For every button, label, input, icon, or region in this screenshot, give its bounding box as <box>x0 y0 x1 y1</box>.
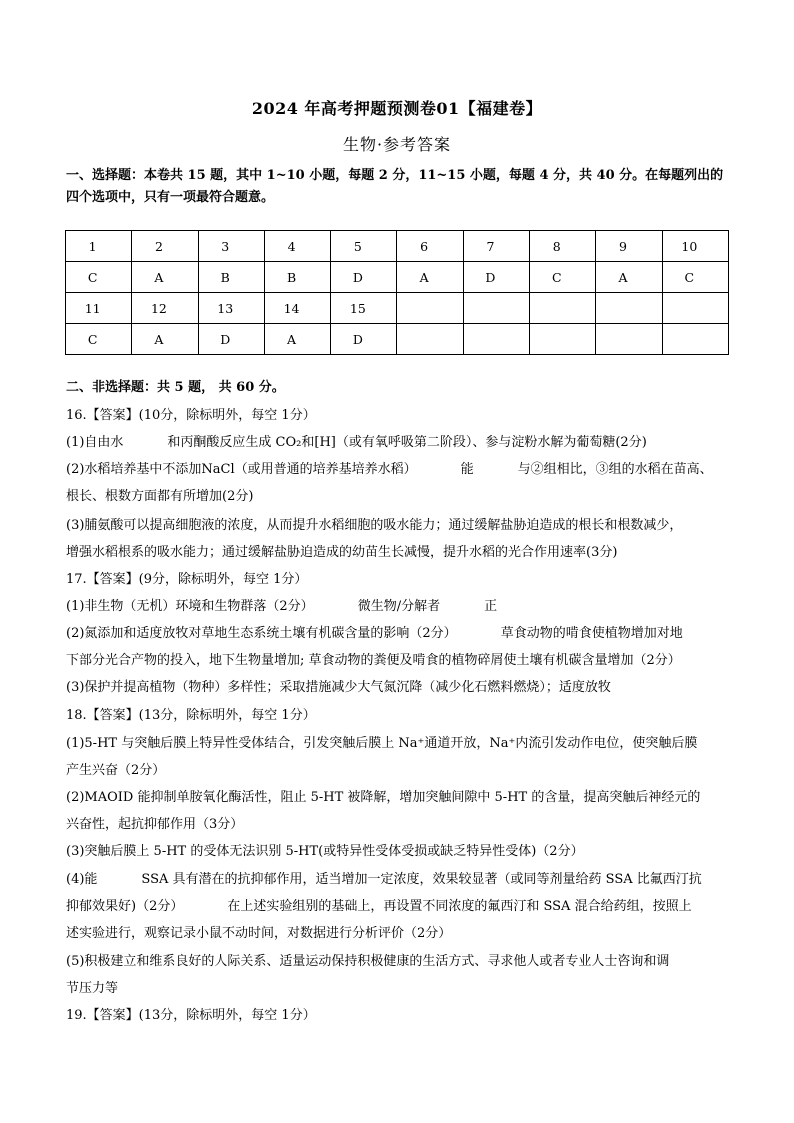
table-cell <box>662 293 728 324</box>
q17-answer-2a: (2)氮添加和适度放牧对草地生态系统土壤有机碳含量的影响（2分） <box>66 626 457 641</box>
q18-answer-1-cont: 产生兴奋（2分） <box>66 763 166 778</box>
table-cell: A <box>132 324 198 355</box>
table-cell: 9 <box>596 231 662 262</box>
q16-answer-1 <box>66 430 730 456</box>
table-cell: C <box>662 262 728 293</box>
section2-intro: 二、非选择题：共 5 题， 共 60 分。 <box>66 380 285 395</box>
table-cell <box>463 324 529 355</box>
q18-heading: 18.【答案】(13分，除标明外，每空 1分） <box>66 708 316 723</box>
q18-answer-4b: SSA 具有潜在的抗抑郁作用，适当增加一定浓度，效果较显著（或同等剂量给药 SSA 比氟西汀抗 <box>141 872 702 887</box>
table-cell: 2 <box>132 231 198 262</box>
q16-answer-2c: 与②组相比，③组的水稻在苗高、 <box>517 462 713 477</box>
q17-answer-2 <box>66 621 730 647</box>
q18-answer-4a: (4)能 <box>66 872 98 887</box>
table-cell: A <box>397 262 463 293</box>
q17-heading: 17.【答案】(9分，除标明外，每空 1分） <box>66 572 308 587</box>
table-cell: D <box>331 262 397 293</box>
q17-answer-2-cont: 下部分光合产物的投入，地下生物量增加; 草食动物的粪便及啃食的植物碎屑使土壤有机碳含量增加（2分） <box>66 653 681 668</box>
table-row <box>66 231 729 262</box>
table-cell: 12 <box>132 293 198 324</box>
q18-answer-1: (1)5-HT 与突触后膜上特异性受体结合，引发突触后膜上 Na⁺通道开放，Na⁺内流引发动作电位，使突触后膜 <box>66 736 698 751</box>
answer-table <box>65 230 729 355</box>
q18-answer-3: (3)突触后膜上 5-HT 的受体无法识别 5-HT(或特异性受体受损或缺乏特异性受体)（2分） <box>66 844 584 859</box>
table-cell <box>596 293 662 324</box>
table-cell <box>530 293 596 324</box>
table-cell: 14 <box>264 293 330 324</box>
table-cell: 10 <box>662 231 728 262</box>
q18-answer-5-cont: 节压力等 <box>66 981 119 996</box>
q18-answer-2: (2)MAOID 能抑制单胺氧化酶活性，阻止 5-HT 被降解，增加突触间隙中 5-HT 的含量，提高突触后神经元的 <box>66 790 701 805</box>
section1-intro-line1: 一、选择题：本卷共 15 题，其中 1~10 小题，每题 2 分，11~15 小题，每题 4 分，共 40 分。在每题列出的 <box>66 168 724 183</box>
table-row <box>66 293 729 324</box>
q18-answer-4d: 在上述实验组别的基础上，再设置不同浓度的氟西汀和 SSA 混合给药组，按照上 <box>227 899 692 914</box>
q18-answer-5: (5)积极建立和维系良好的人际关系、适量运动保持积极健康的生活方式、寻求他人或者专业人士咨询和调 <box>66 954 670 969</box>
page-title: 2024 年高考押题预测卷01【福建卷】 <box>251 99 543 118</box>
table-cell <box>596 324 662 355</box>
table-cell: D <box>331 324 397 355</box>
table-cell: A <box>132 262 198 293</box>
table-cell: C <box>66 324 132 355</box>
table-cell: A <box>264 324 330 355</box>
table-row <box>66 262 729 293</box>
q17-answer-1c: 正 <box>484 599 498 614</box>
table-cell: 13 <box>198 293 264 324</box>
q18-answer-4-cont <box>66 894 730 920</box>
table-cell: 5 <box>331 231 397 262</box>
table-cell: A <box>596 262 662 293</box>
table-cell: 3 <box>198 231 264 262</box>
q16-answer-3-cont: 增强水稻根系的吸水能力；通过缓解盐胁迫造成的幼苗生长减慢，提升水稻的光合作用速率(3分) <box>66 545 618 560</box>
section1-intro-line2: 四个选项中，只有一项最符合题意。 <box>66 190 275 205</box>
table-cell: 6 <box>397 231 463 262</box>
table-cell: 7 <box>463 231 529 262</box>
q19-heading: 19.【答案】(13分，除标明外，每空 1分） <box>66 1008 316 1023</box>
table-cell: 1 <box>66 231 132 262</box>
q16-answer-2-cont: 根长、根数方面都有所增加(2分) <box>66 489 254 504</box>
page-subtitle: 生物·参考答案 <box>342 135 452 154</box>
q18-answer-2-cont: 兴奋性，起抗抑郁作用（3分） <box>66 817 244 832</box>
q17-answer-3: (3)保护并提高植物（物种）多样性；采取措施减少大气氮沉降（减少化石燃料燃烧）；适度放牧 <box>66 680 611 695</box>
q17-answer-2b: 草食动物的啃食使植物增加对地 <box>500 626 683 641</box>
table-cell: 8 <box>530 231 596 262</box>
q17-answer-1 <box>66 594 730 620</box>
q16-answer-3: (3)脯氨酸可以提高细胞液的浓度，从而提升水稻细胞的吸水能力；通过缓解盐胁迫造成的根长和根数减少， <box>66 518 683 533</box>
q18-answer-4 <box>66 867 730 893</box>
q16-answer-2 <box>66 457 730 483</box>
q16-heading: 16.【答案】(10分，除标明外，每空 1分） <box>66 408 316 423</box>
q18-answer-4-cont2: 述实验进行，观察记录小鼠不动时间，对数据进行分析评价（2分） <box>66 926 452 941</box>
q17-answer-1a: (1)非生物（无机）环境和生物群落（2分） <box>66 599 314 614</box>
q16-answer-1a: (1)自由水 <box>66 435 124 450</box>
table-cell: B <box>264 262 330 293</box>
table-row <box>66 324 729 355</box>
table-cell: 4 <box>264 231 330 262</box>
table-cell <box>662 324 728 355</box>
table-cell: D <box>463 262 529 293</box>
table-cell: C <box>530 262 596 293</box>
q16-answer-2b: 能 <box>460 462 474 477</box>
q16-answer-2a: (2)水稻培养基中不添加NaCl（或用普通的培养基培养水稻） <box>66 462 417 477</box>
table-cell <box>397 324 463 355</box>
table-cell: C <box>66 262 132 293</box>
q18-answer-4c: 抑郁效果好)（2分） <box>66 899 184 914</box>
q16-answer-1b: 和丙酮酸反应生成 CO₂和[H]（或有氧呼吸第二阶段）、参与淀粉水解为葡萄糖(2分) <box>167 435 647 450</box>
table-cell <box>530 324 596 355</box>
table-cell <box>397 293 463 324</box>
table-cell: 15 <box>331 293 397 324</box>
q17-answer-1b: 微生物/分解者 <box>357 599 441 614</box>
table-cell: 11 <box>66 293 132 324</box>
table-cell <box>463 293 529 324</box>
table-cell: D <box>198 324 264 355</box>
table-cell: B <box>198 262 264 293</box>
